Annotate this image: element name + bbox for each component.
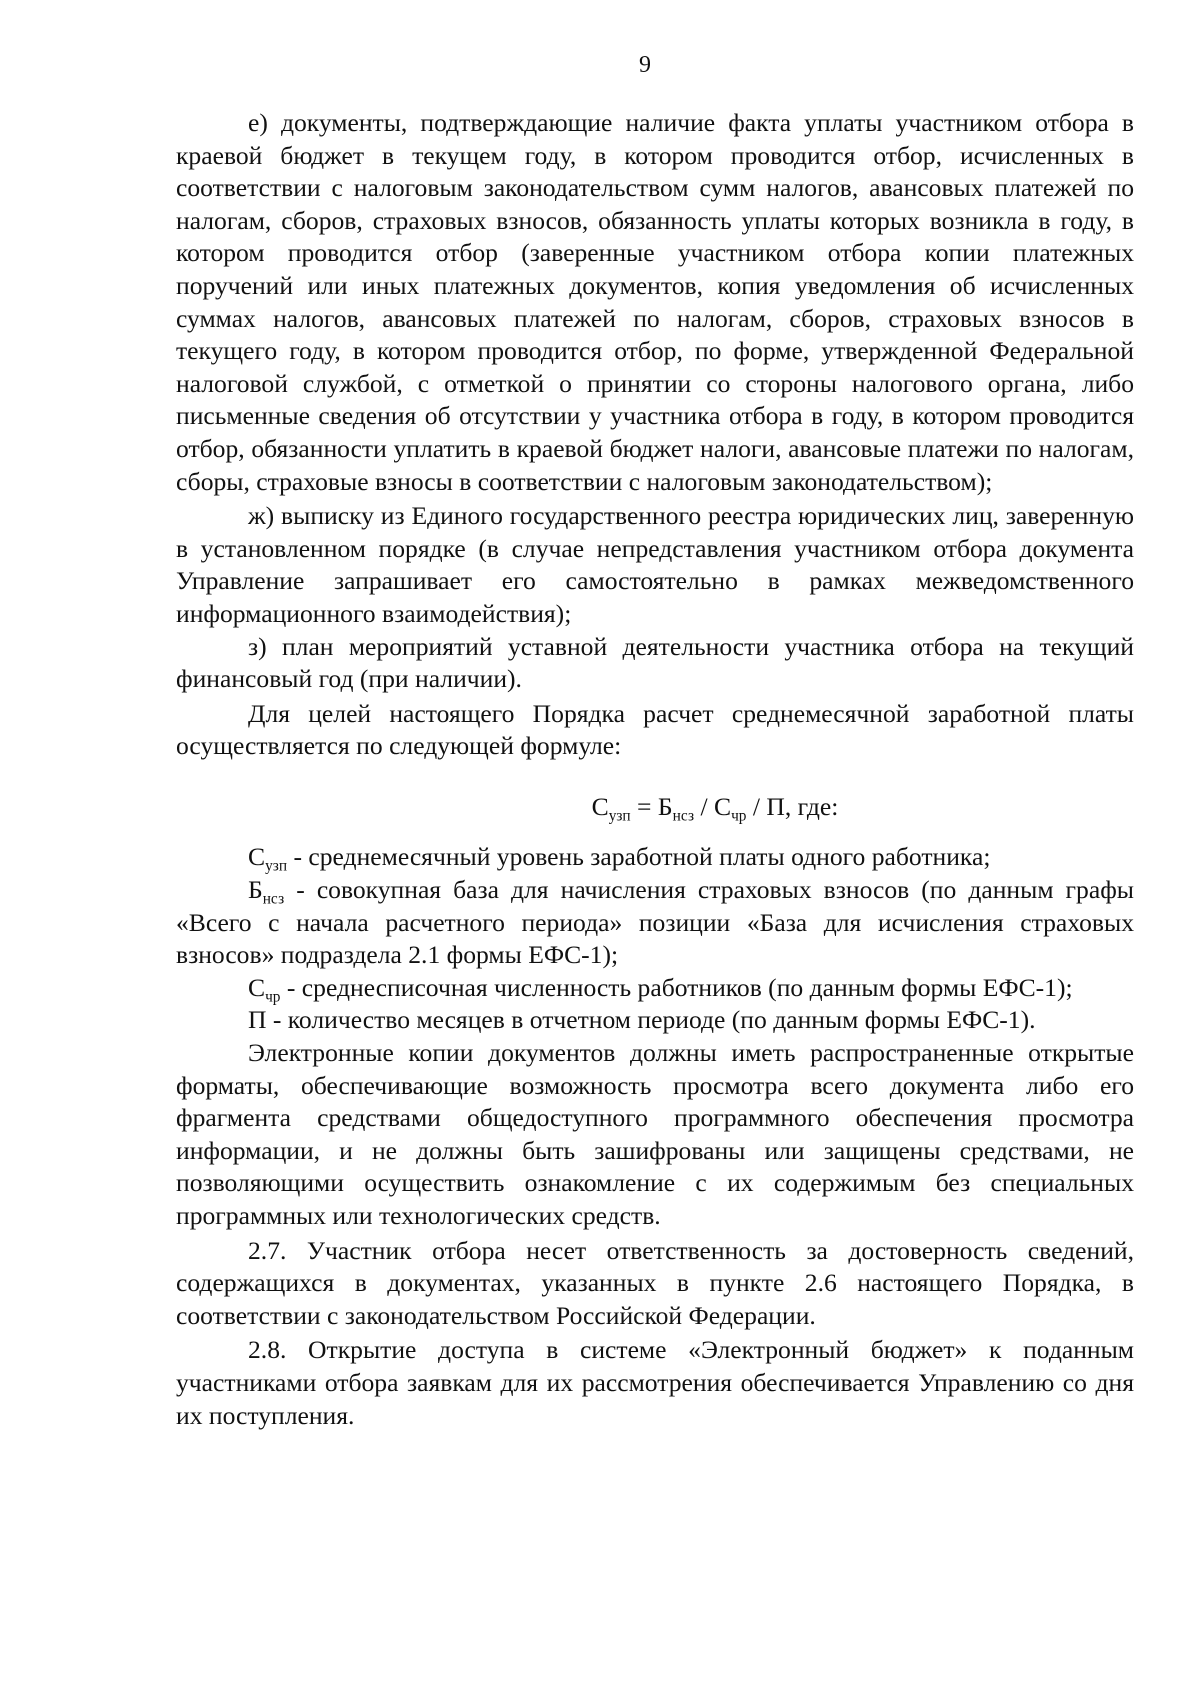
paragraph-2-8: 2.8. Открытие доступа в системе «Электронный бюджет» к поданным участниками отбора заявкам для их рассмотрения обеспечивается Управлению со дня их поступления.	[176, 1335, 1134, 1430]
paragraph-formula-intro: Для целей настоящего Порядка расчет среднемесячной заработной платы осуществляется по следующей формуле:	[176, 698, 1134, 761]
paragraph-electronic-copies: Электронные копии документов должны иметь распространенные открытые форматы, обеспечивающие возможность просмотра всего документа либо его фрагмента средствами общедоступного программного обеспечения просмотра информации, и не должны быть зашифрованы или защищены средствами, не позволяющими осуществить ознакомление с их содержимым без специальных программных или технологических средств.	[176, 1038, 1134, 1230]
definition-p: П - количество месяцев в отчетном периоде (по данным формы ЕФС-1).	[248, 1005, 1036, 1035]
formula-eq: = Б	[630, 791, 673, 821]
formula-lhs-sub: узп	[608, 807, 631, 825]
page-number: 9	[639, 52, 651, 78]
formula-div1: / С	[694, 791, 732, 821]
paragraph-z: з) план мероприятий уставной деятельности участника отбора на текущий финансовый год (при наличии).	[176, 631, 1134, 694]
formula-lhs: С	[591, 791, 609, 821]
formula-b-sub: нсз	[672, 807, 695, 825]
paragraph-2-7: 2.7. Участник отбора несет ответственность за достоверность сведений, содержащихся в документах, указанных в пункте 2.6 настоящего Порядка, в соответствии с законодательством Российской Федерации.	[176, 1235, 1134, 1330]
document-body	[176, 107, 1134, 1432]
salary-formula	[176, 791, 1134, 824]
definition-c-chr: $С_{чр}$ - среднесписочная численность работников (по данным формы ЕФС-1);	[248, 972, 1073, 1006]
formula-c-sub: чр	[731, 807, 747, 825]
definition-c-uzp: $С_{узп}$ - среднемесячный уровень заработной платы одного работника;	[248, 842, 991, 875]
paragraph-zh: ж) выписку из Единого государственного реестра юридических лиц, заверенную в установленном порядке (в случае непредставления участником отбора документа Управление запрашивает его самостоятельно в рамках межведомственного информационного взаимодействия);	[176, 501, 1134, 628]
formula-tail: / П, где:	[746, 791, 839, 821]
paragraph-e: е) документы, подтверждающие наличие факта уплаты участником отбора в краевой бюджет в текущем году, в котором проводится отбор, исчисленных в соответствии с налоговым законодательством сумм налогов, авансовых платежей по налогам, сборов, страховых взносов, обязанность уплаты которых возникла в году, в котором проводится отбор (заверенные участником отбора копии платежных поручений или иных платежных документов, копия уведомления об исчисленных суммах налогов, авансовых платежей по налогам, сборов, страховых взносов в текущего году, в котором проводится отбор, по форме, утвержденной Федеральной налоговой службой, с отметкой о принятии со стороны налогового органа, либо письменные сведения об отсутствии у участника отбора в году, в котором проводится отбор, обязанности уплатить в краевой бюджет налоги, авансовые платежи по налогам, сборы, страховые взносы в соответствии с налоговым законодательством);	[176, 108, 1134, 496]
definition-b-nsz: $Б_{нсз}$ - совокупная база для начисления страховых взносов (по данным графы «Всего с начала расчетного периода» позиции «База для исчисления страховых взносов» подраздела 2.1 формы ЕФС-1);	[176, 875, 1134, 970]
